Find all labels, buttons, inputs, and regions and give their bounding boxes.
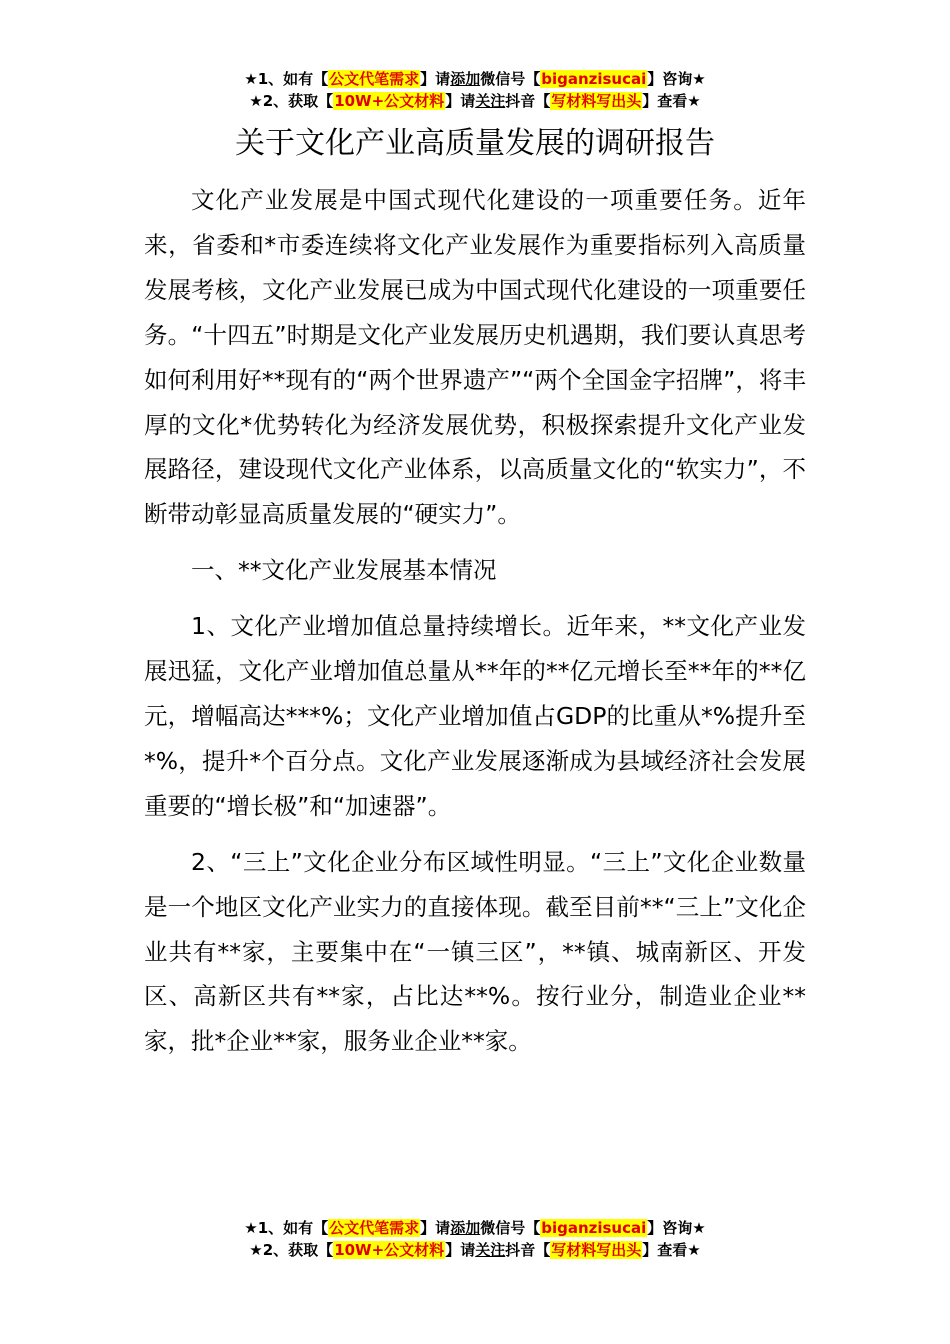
promo-underline-follow: 关注 — [475, 92, 506, 110]
promo-line-2 — [0, 90, 950, 112]
promo-text: ★1、如有【 — [244, 1219, 329, 1237]
promo-highlight-materials: 10W+公文材料 — [334, 1241, 445, 1259]
promo-underline-add: 添加 — [450, 1219, 481, 1237]
promo-underline-add: 添加 — [450, 70, 481, 88]
promo-highlight-douyin: 写材料写出头 — [551, 92, 642, 110]
promo-highlight-wechat: biganzisucai — [541, 1219, 647, 1237]
promo-text: 】咨询★ — [647, 1219, 706, 1237]
paragraph-item-2: 2、“三上”文化企业分布区域性明显。“三上”文化企业数量是一个地区文化产业实力的直接体现。截至目前**“三上”文化企业共有**家，主要集中在“一镇三区”，**镇、城南新区、开发区、高新区共有**家，占比达**%。按行业分，制造业企业**家，批*企业**家，服务业企业**家。 — [144, 847, 806, 1056]
promo-line-2 — [0, 1239, 950, 1261]
promo-text: 】请 — [420, 1219, 451, 1237]
promo-highlight-service: 公文代笔需求 — [329, 70, 420, 88]
promo-text: 】查看★ — [642, 92, 701, 110]
document-body — [144, 178, 806, 1064]
promo-line-1 — [0, 68, 950, 90]
promo-text: 微信号【 — [480, 70, 541, 88]
promo-highlight-wechat: biganzisucai — [541, 70, 647, 88]
promo-text: ★2、获取【 — [249, 1241, 334, 1259]
promo-text: 】咨询★ — [647, 70, 706, 88]
promo-text: 】请 — [420, 70, 451, 88]
promo-text: ★2、获取【 — [249, 92, 334, 110]
section-heading: 一、**文化产业发展基本情况 — [191, 556, 497, 585]
paragraph-item-1: 1、文化产业增加值总量持续增长。近年来，**文化产业发展迅猛，文化产业增加值总量从**年的**亿元增长至**年的**亿元，增幅高达***%；文化产业增加值占GDP的比重从*%提升至*%，提升*个百分点。文化产业发展逐渐成为县域经济社会发展重要的“增长极”和“加速器”。 — [144, 612, 806, 820]
document-title: 关于文化产业高质量发展的调研报告 — [235, 126, 715, 161]
promo-highlight-douyin: 写材料写出头 — [551, 1241, 642, 1259]
promo-text: 抖音【 — [505, 92, 551, 110]
paragraph-intro: 文化产业发展是中国式现代化建设的一项重要任务。近年来，省委和*市委连续将文化产业发展作为重要指标列入高质量发展考核，文化产业发展已成为中国式现代化建设的一项重要任务。“十四五”时期是文化产业发展历史机遇期，我们要认真思考如何利用好**现有的“两个世界遗产”“两个全国金字招牌”，将丰厚的文化*优势转化为经济发展优势，积极探索提升文化产业发展路径，建设现代文化产业体系，以高质量文化的“软实力”，不断带动彰显高质量发展的“硬实力”。 — [144, 186, 806, 529]
promo-highlight-materials: 10W+公文材料 — [334, 92, 445, 110]
promo-footer — [0, 1217, 950, 1261]
promo-header — [0, 68, 950, 112]
promo-text: 】查看★ — [642, 1241, 701, 1259]
promo-text: ★1、如有【 — [244, 70, 329, 88]
promo-text: 】请 — [445, 92, 476, 110]
promo-underline-follow: 关注 — [475, 1241, 506, 1259]
promo-text: 】请 — [445, 1241, 476, 1259]
promo-line-1 — [0, 1217, 950, 1239]
promo-text: 抖音【 — [505, 1241, 551, 1259]
promo-text: 微信号【 — [480, 1219, 541, 1237]
promo-highlight-service: 公文代笔需求 — [329, 1219, 420, 1237]
